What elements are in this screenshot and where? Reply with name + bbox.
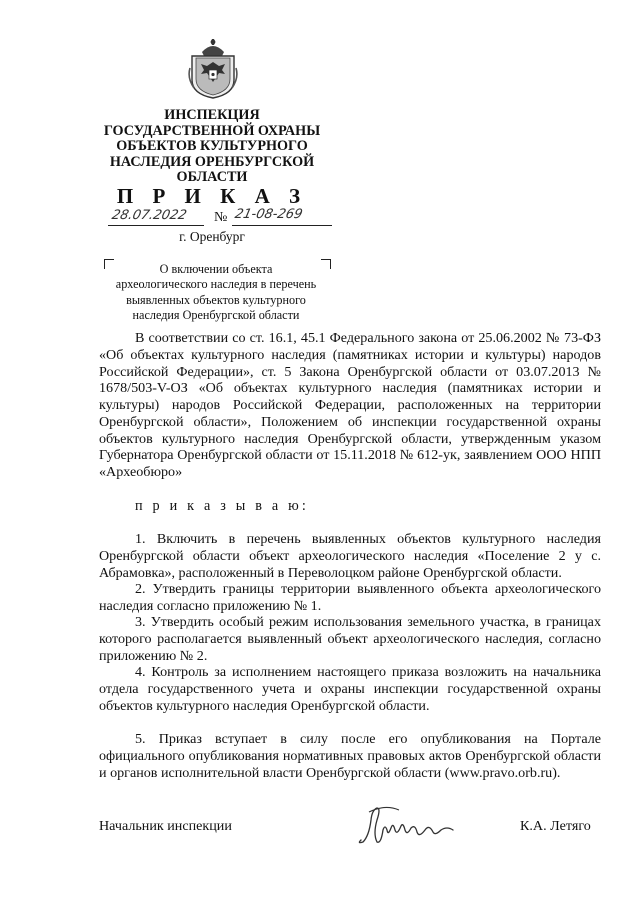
org-line: ИНСПЕКЦИЯ (164, 107, 260, 123)
order-item-3: 3. Утвердить особый режим использования земельного участка, в границах которого располагается выявленный объект археологического наследия, согласно приложению № 2. (99, 614, 601, 664)
order-item-5: 5. Приказ вступает в силу после его опубликования на Портале официального опубликования нормативных правовых актов Оренбургской области и органов исполнительной власти Оренбургской области (www.pravo.orb.ru). (99, 731, 601, 781)
subject-line: наследия Оренбургской области (132, 307, 300, 322)
number-label: № (214, 210, 228, 225)
organization-name (96, 108, 328, 186)
handwritten-date: 28.07.2022 (110, 208, 189, 223)
subject-line: археологического наследия в перечень (115, 277, 317, 292)
order-subject (106, 262, 326, 323)
handwritten-number: 21-08-269 (233, 207, 304, 222)
order-word: п р и к а з ы в а ю: (135, 498, 310, 514)
org-line: НАСЛЕДИЯ ОРЕНБУРГСКОЙ (109, 153, 315, 170)
city-name: г. Оренбург (179, 229, 245, 244)
subject-line: О включении объекта (159, 262, 273, 276)
org-line: ОБЪЕКТОВ КУЛЬТУРНОГО (116, 138, 308, 154)
order-item-2: 2. Утвердить границы территории выявленного объекта археологического наследия согласно приложению № 1. (99, 581, 601, 614)
order-item-4: 4. Контроль за исполнением настоящего приказа возложить на начальника отдела государственного учета и охраны инспекции государственной охраны объектов культурного наследия Оренбургской области. (99, 664, 601, 714)
document-title: П Р И К А З (116, 184, 308, 208)
number-underline (232, 225, 332, 226)
signatory-position: Начальник инспекции (99, 818, 232, 834)
subject-line: выявленных объектов культурного (126, 292, 306, 307)
signatory-name: К.А. Летяго (520, 818, 591, 834)
coat-of-arms-emblem (188, 38, 238, 100)
order-item-1: 1. Включить в перечень выявленных объектов культурного наследия Оренбургской области объект археологического наследия «Поселение 2 у с. Абрамовка», расположенный в Переволоцком районе Оренбургской области. (99, 531, 601, 581)
preamble-paragraph: В соответствии со ст. 16.1, 45.1 Федерального закона от 25.06.2002 № 73-ФЗ «Об объектах культурного наследия (памятниках истории и культуры) народов Российской Федерации», ст. 5 Закона Оренбургской области от 03.07.2013 № 1678/503-V-ОЗ «Об объектах культурного наследия (памятниках истории и культуры) народов Российской Федерации, расположенных на территории Оренбургской области», Положением об инспекции государственной охраны объектов культурного наследия Оренбургской области, утвержденным указом Губернатора Оренбургской области от 15.11.2018 № 612-ук, заявлением ООО НПП «Археобюро» (99, 330, 601, 480)
org-line: ОБЛАСТИ (176, 169, 248, 185)
date-underline (108, 225, 204, 226)
org-line: ГОСУДАРСТВЕННОЙ ОХРАНЫ (103, 122, 321, 139)
handwritten-signature (355, 800, 465, 848)
